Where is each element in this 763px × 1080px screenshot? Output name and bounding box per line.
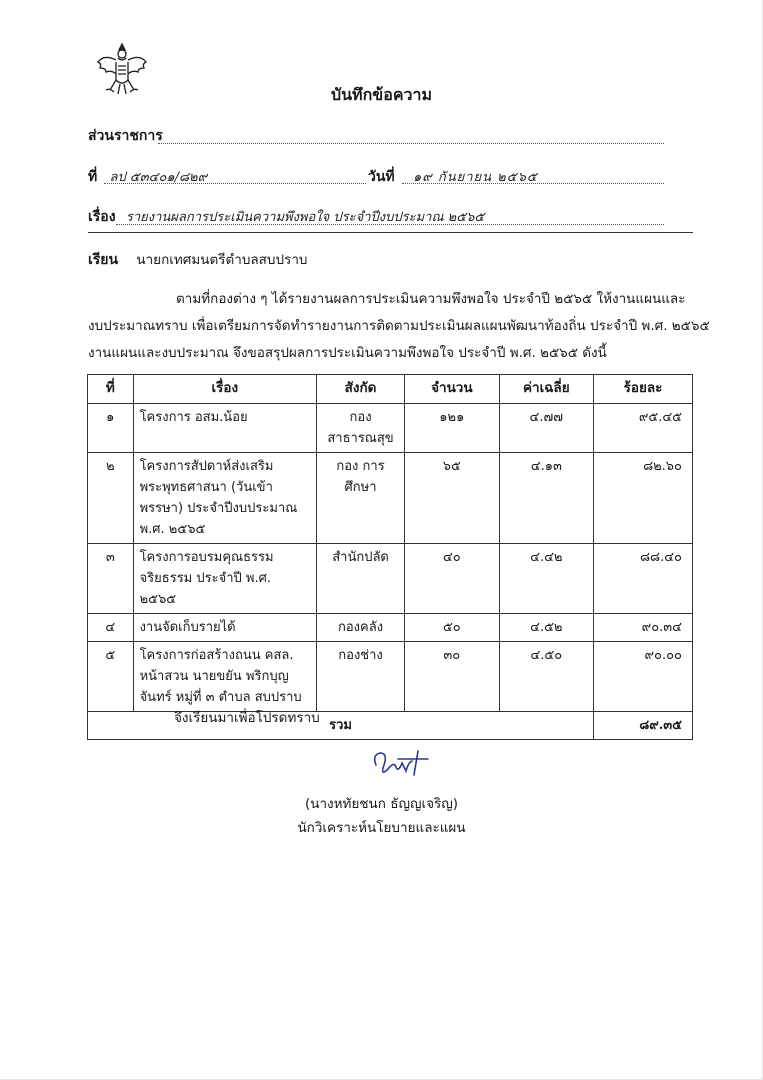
body-line-2: งบประมาณทราบ เพื่อเตรียมการจัดทำรายงานการติดตามประเมินผลแผนพัฒนาท้องถิ่น ประจำปี พ.ศ. ๒๕๖๕ — [88, 318, 710, 334]
header-average: ค่าเฉลี่ย — [499, 375, 593, 404]
total-label: รวม — [88, 712, 594, 740]
row-subject: โครงการอบรมคุณธรรม จริยธรรม ประจำปี พ.ศ. ๒๕๖๕ — [133, 544, 316, 614]
row-unit: กอง สาธารณสุข — [316, 404, 404, 453]
agency-label: ส่วนราชการ — [88, 128, 163, 144]
agency-dotted-line — [158, 143, 664, 144]
satisfaction-table — [87, 374, 693, 740]
table-header-row — [88, 375, 693, 404]
row-count: ๑๒๑ — [405, 404, 499, 453]
closing-text: จึงเรียนมาเพื่อโปรดทราบ — [174, 710, 320, 726]
row-percent: ๘๘.๔๐ — [594, 544, 693, 614]
total-percent: ๘๙.๓๕ — [594, 712, 693, 740]
salutation-row — [88, 248, 307, 271]
row-unit: สำนักปลัด — [316, 544, 404, 614]
row-average: ๔.๕๒ — [499, 614, 593, 642]
body-line-1: ตามที่กองต่าง ๆ ได้รายงานผลการประเมินความพึงพอใจ ประจำปี ๒๕๖๕ ให้งานแผนและ — [176, 291, 686, 307]
date-label: วันที่ — [368, 169, 395, 185]
table-row — [88, 453, 693, 544]
row-count: ๔๐ — [405, 544, 499, 614]
row-unit: กองช่าง — [316, 642, 404, 712]
row-average: ๔.๕๐ — [499, 642, 593, 712]
row-percent: ๙๐.๐๐ — [594, 642, 693, 712]
row-number: ๔ — [88, 614, 134, 642]
body-line-3: งานแผนและงบประมาณ จึงขอสรุปผลการประเมินความพึงพอใจ ประจำปี พ.ศ. ๒๕๖๕ ดังนี้ — [88, 345, 607, 361]
table-row — [88, 404, 693, 453]
row-subject: โครงการ อสม.น้อย — [133, 404, 316, 453]
signer-position: นักวิเคราะห์นโยบายและแผน — [297, 820, 466, 836]
row-percent: ๙๕.๔๕ — [594, 404, 693, 453]
table-row — [88, 642, 693, 712]
reference-dotted-line — [104, 183, 366, 184]
memo-title: บันทึกข้อความ — [330, 85, 433, 104]
row-percent: ๘๒.๖๐ — [594, 453, 693, 544]
date-dotted-line — [402, 183, 664, 184]
header-subject: เรื่อง — [133, 375, 316, 404]
table-row — [88, 544, 693, 614]
row-subject: โครงการก่อสร้างถนน คสล. หน้าสวน นายขยัน พริกบุญจันทร์ หมู่ที่ ๓ ตำบล สบปราบ — [133, 642, 316, 712]
header-no: ที่ — [88, 375, 134, 404]
row-number: ๕ — [88, 642, 134, 712]
row-average: ๔.๗๗ — [499, 404, 593, 453]
subject-dotted-line — [116, 224, 664, 225]
agency-row — [88, 125, 163, 147]
date-row — [368, 166, 538, 188]
row-count: ๓๐ — [405, 642, 499, 712]
row-count: ๖๕ — [405, 453, 499, 544]
row-average: ๔.๔๒ — [499, 544, 593, 614]
salutation-recipient: นายกเทศมนตรีตำบลสบปราบ — [136, 252, 308, 268]
row-unit: กอง การศึกษา — [316, 453, 404, 544]
row-number: ๒ — [88, 453, 134, 544]
row-number: ๓ — [88, 544, 134, 614]
reference-label: ที่ — [88, 169, 98, 185]
row-percent: ๙๐.๓๔ — [594, 614, 693, 642]
signature-icon — [368, 745, 438, 785]
table-row — [88, 614, 693, 642]
reference-row — [88, 166, 207, 188]
row-count: ๕๐ — [405, 614, 499, 642]
date-value: ๑๙ กันยายน ๒๕๖๕ — [412, 170, 538, 185]
subject-label: เรื่อง — [88, 209, 116, 225]
body-paragraph — [88, 286, 710, 367]
row-subject: งานจัดเก็บรายได้ — [133, 614, 316, 642]
row-subject: โครงการสัปดาห์ส่งเสริมพระพุทธศาสนา (วันเข้าพรรษา) ประจำปีงบประมาณ พ.ศ. ๒๕๖๕ — [133, 453, 316, 544]
header-unit: สังกัด — [316, 375, 404, 404]
subject-value: รายงานผลการประเมินความพึงพอใจ ประจำปีงบประมาณ ๒๕๖๕ — [125, 210, 485, 225]
header-count: จำนวน — [405, 375, 499, 404]
row-number: ๑ — [88, 404, 134, 453]
header-divider — [88, 232, 693, 233]
header-percent: ร้อยละ — [594, 375, 693, 404]
row-average: ๔.๑๓ — [499, 453, 593, 544]
signer-name: (นางหทัยชนก ธัญญเจริญ) — [304, 796, 459, 812]
reference-number: ลป ๕๓๔๐๑/๘๒๙ — [109, 170, 208, 185]
row-unit: กองคลัง — [316, 614, 404, 642]
salutation-label: เรียน — [88, 252, 119, 268]
